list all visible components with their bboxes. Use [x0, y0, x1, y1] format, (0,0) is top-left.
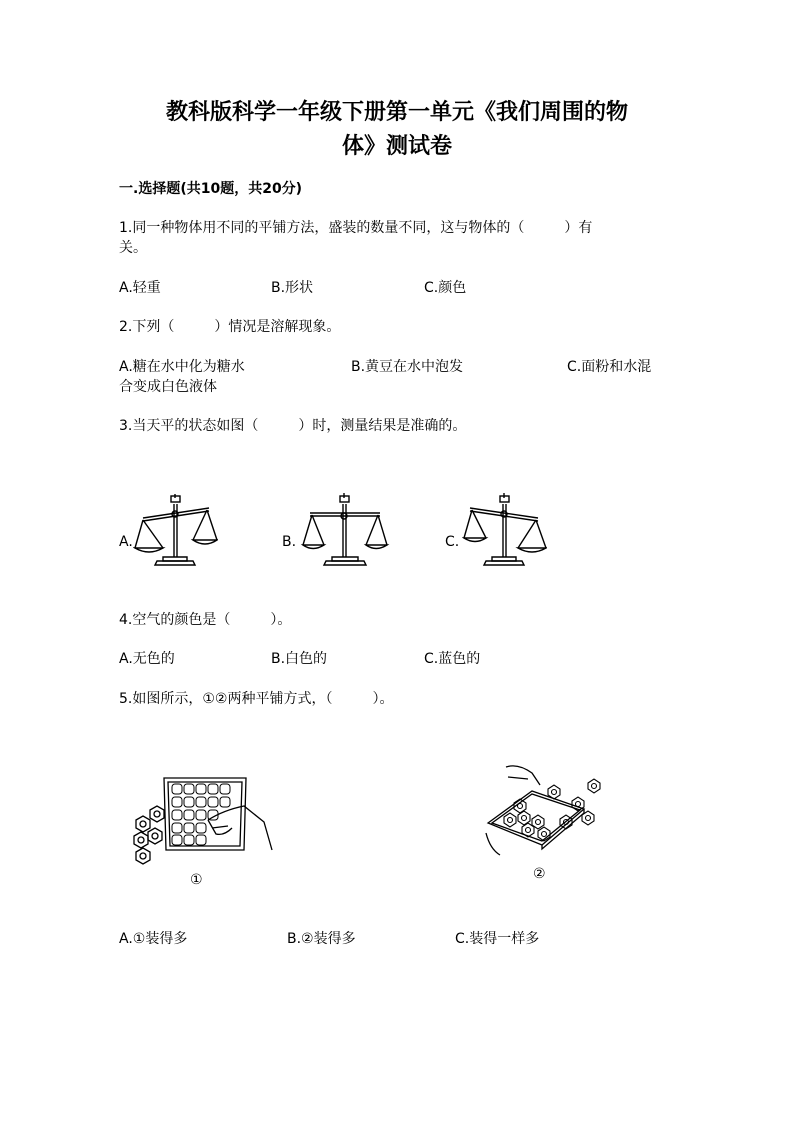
- question-5-stem-end: ）。: [372, 691, 394, 707]
- q1-option-a[interactable]: A.轻重: [119, 280, 161, 296]
- question-2: [119, 317, 679, 337]
- q2-option-c-wrap: 合变成白色液体: [119, 379, 217, 395]
- q1-option-b[interactable]: B.形状: [271, 280, 314, 296]
- tiling-method-2-image: [484, 763, 614, 858]
- question-3-stem-end: ）时，测量结果是准确的。: [298, 418, 467, 434]
- question-2-stem-end: ）情况是溶解现象。: [214, 319, 341, 335]
- figure-1-label: ①: [190, 872, 203, 888]
- balance-scale-b-image: [300, 490, 390, 570]
- question-1-stem-wrap: 关。: [119, 240, 147, 256]
- q1-option-c[interactable]: C.颜色: [424, 280, 467, 296]
- q3-option-c[interactable]: C.: [445, 534, 460, 550]
- tiling-method-1-image: [128, 770, 278, 870]
- question-4: [119, 610, 679, 630]
- balance-scale-a-image: [133, 490, 218, 570]
- q5-option-b[interactable]: B.②装得多: [287, 931, 356, 947]
- title-line-2: 体》测试卷: [341, 133, 452, 159]
- question-5: [119, 689, 679, 709]
- question-2-stem: 2.下列（: [119, 319, 175, 335]
- question-1-stem-end: ）有: [564, 220, 593, 236]
- title-line-1: 教科版科学一年级下册第一单元《我们周围的物: [165, 99, 628, 125]
- q2-option-b[interactable]: B.黄豆在水中泡发: [351, 359, 464, 375]
- question-1-stem: 1.同一种物体用不同的平铺方法，盛装的数量不同，这与物体的（: [119, 220, 525, 236]
- q2-option-c[interactable]: C.面粉和水混: [567, 359, 652, 375]
- q4-option-b[interactable]: B.白色的: [271, 651, 328, 667]
- question-3-stem: 3.当天平的状态如图（: [119, 418, 259, 434]
- figure-2-label: ②: [533, 866, 546, 882]
- question-5-stem: 5.如图所示，①②两种平铺方式，（: [119, 691, 333, 707]
- question-4-stem: 4.空气的颜色是（: [119, 612, 231, 628]
- q3-option-b[interactable]: B.: [282, 534, 297, 550]
- section-heading: 一.选择题(共10题，共20分): [119, 181, 303, 197]
- q2-option-a[interactable]: A.糖在水中化为糖水: [119, 359, 245, 375]
- question-1: [119, 218, 679, 258]
- balance-scale-c-image: [462, 490, 547, 570]
- q5-option-c[interactable]: C.装得一样多: [455, 931, 540, 947]
- q4-option-c[interactable]: C.蓝色的: [424, 651, 481, 667]
- page-title: [120, 95, 674, 163]
- question-4-stem-end: ）。: [270, 612, 292, 628]
- q5-option-a[interactable]: A.①装得多: [119, 931, 188, 947]
- q3-option-a[interactable]: A.: [119, 534, 133, 550]
- q4-option-a[interactable]: A.无色的: [119, 651, 175, 667]
- question-3: [119, 416, 679, 436]
